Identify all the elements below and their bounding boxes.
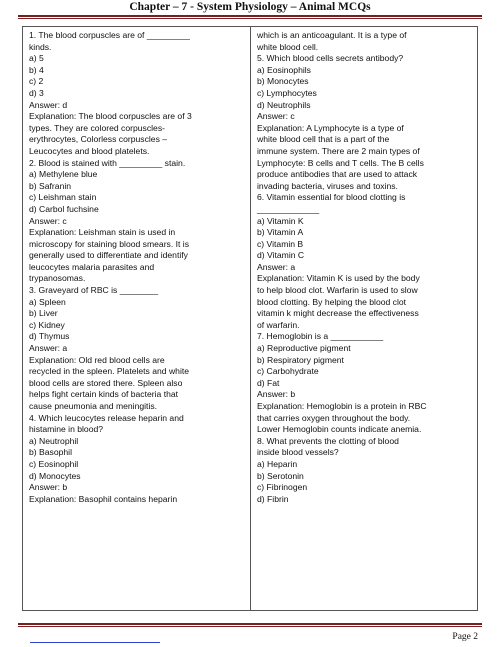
text-line: to help blood clot. Warfarin is used to slow bbox=[257, 285, 418, 296]
text-line: Answer: b bbox=[257, 389, 296, 400]
header-rule bbox=[18, 15, 482, 17]
text-line: d) Vitamin C bbox=[257, 250, 305, 261]
text-line: b) Monocytes bbox=[257, 76, 309, 87]
text-line: c) 2 bbox=[29, 76, 44, 87]
text-line: b) Serotonin bbox=[257, 470, 304, 481]
text-line: Explanation: Hemoglobin is a protein in RBC bbox=[257, 401, 427, 411]
text-line: inside blood vessels? bbox=[257, 447, 339, 458]
mcq-table bbox=[22, 26, 478, 611]
text-line: cause pneumonia and meningitis. bbox=[29, 401, 158, 411]
text-line: Explanation: Basophil contains heparin bbox=[29, 493, 178, 504]
text-line: recycled in the spleen. Platelets and white bbox=[29, 366, 190, 377]
text-line: a) Spleen bbox=[29, 296, 66, 307]
text-line: d) Fibrin bbox=[257, 493, 289, 504]
text-line: which is an anticoagulant. It is a type of bbox=[257, 30, 407, 40]
text-line: 2. Blood is stained with _________ stain. bbox=[29, 157, 186, 168]
text-line: a) Reproductive pigment bbox=[257, 343, 351, 354]
text-line: Explanation: A Lymphocyte is a type of bbox=[257, 122, 404, 133]
text-line: a) Heparin bbox=[257, 458, 298, 469]
text-line: white blood cell. bbox=[257, 41, 319, 52]
text-line: leucocytes malaria parasites and bbox=[29, 261, 155, 272]
text-line: helps fight certain kinds of bacteria that bbox=[29, 389, 179, 400]
text-line: 4. Which leucocytes release heparin and bbox=[29, 412, 184, 423]
text-line: kinds. bbox=[29, 41, 52, 52]
text-line: white blood cell that is a part of the bbox=[257, 134, 390, 145]
text-line: erythrocytes, Colorless corpuscles – bbox=[29, 134, 168, 145]
text-line: c) Kidney bbox=[29, 319, 65, 330]
text-line: that carries oxygen throughout the body. bbox=[257, 412, 411, 423]
text-line: d) Monocytes bbox=[29, 470, 81, 481]
text-line: Lower Hemoglobin counts indicate anemia. bbox=[257, 424, 422, 435]
text-line: 7. Hemoglobin is a ___________ bbox=[257, 331, 384, 342]
text-line: 5. Which blood cells secrets antibody? bbox=[257, 53, 404, 64]
text-line: blood clotting. By helping the blood clot bbox=[257, 296, 407, 307]
text-line: blood cells are stored there. Spleen also bbox=[29, 377, 183, 388]
text-line: of warfarin. bbox=[257, 319, 300, 330]
text-line: d) Carbol fuchsine bbox=[29, 203, 99, 214]
header-rule-thin bbox=[18, 18, 482, 19]
text-line: types. They are colored corpuscles- bbox=[29, 122, 165, 133]
text-line: Explanation: The blood corpuscles are of 3 bbox=[29, 111, 192, 122]
text-line: d) Fat bbox=[257, 377, 280, 388]
page-number: Page 2 bbox=[452, 632, 478, 642]
text-line: Answer: a bbox=[29, 343, 68, 354]
text-line: Answer: d bbox=[29, 99, 68, 110]
text-line: Explanation: Old red blood cells are bbox=[29, 354, 165, 365]
text-line: c) Eosinophil bbox=[29, 458, 79, 469]
text-line: 8. What prevents the clotting of blood bbox=[257, 435, 399, 446]
text-line: 1. The blood corpuscles are of _________ bbox=[29, 30, 190, 40]
text-line: Answer: c bbox=[257, 111, 295, 122]
right-column bbox=[250, 27, 477, 610]
text-line: d) 3 bbox=[29, 87, 44, 98]
text-line: b) Safranin bbox=[29, 180, 72, 191]
text-line: Leucocytes and blood platelets. bbox=[29, 145, 150, 156]
text-line: b) Basophil bbox=[29, 447, 72, 458]
footer-rule bbox=[18, 623, 482, 625]
text-line: d) Thymus bbox=[29, 331, 70, 342]
text-line: 3. Graveyard of RBC is ________ bbox=[29, 285, 158, 296]
text-line: b) Respiratory pigment bbox=[257, 354, 344, 365]
text-line: a) Methylene blue bbox=[29, 169, 98, 180]
text-line: immune system. There are 2 main types of bbox=[257, 145, 420, 156]
text-line: Answer: c bbox=[29, 215, 67, 226]
footer-link-underline bbox=[30, 642, 160, 643]
text-line: generally used to differentiate and identify bbox=[29, 250, 188, 261]
text-line: Lymphocyte: B cells and T cells. The B cells bbox=[257, 157, 424, 168]
text-line: microscopy for staining blood smears. It is bbox=[29, 238, 189, 249]
text-line: a) 5 bbox=[29, 53, 44, 64]
text-line: 6. Vitamin essential for blood clotting is bbox=[257, 192, 406, 203]
text-line: c) Vitamin B bbox=[257, 238, 304, 249]
text-line: Explanation: Leishman stain is used in bbox=[29, 227, 176, 238]
page-title: Chapter – 7 - System Physiology – Animal MCQs bbox=[129, 1, 371, 13]
text-line: a) Vitamin K bbox=[257, 215, 304, 226]
text-line: b) 4 bbox=[29, 64, 44, 75]
text-line: Explanation: Vitamin K is used by the body bbox=[257, 273, 420, 284]
text-line: b) Liver bbox=[29, 308, 58, 319]
text-line: b) Vitamin A bbox=[257, 227, 304, 238]
text-line: produce antibodies that are used to attack bbox=[257, 169, 418, 180]
text-line: _____________ bbox=[257, 203, 320, 214]
text-line: histamine in blood? bbox=[29, 424, 104, 435]
text-line: d) Neutrophils bbox=[257, 99, 311, 110]
text-line: invading bacteria, viruses and toxins. bbox=[257, 180, 398, 191]
footer-rule-thin bbox=[18, 626, 482, 627]
text-line: a) Eosinophils bbox=[257, 64, 311, 75]
text-line: c) Lymphocytes bbox=[257, 87, 317, 98]
text-line: c) Carbohydrate bbox=[257, 366, 319, 377]
text-line: Answer: a bbox=[257, 261, 296, 272]
text-line: trypanosomas. bbox=[29, 273, 86, 284]
text-line: c) Fibrinogen bbox=[257, 482, 308, 493]
text-line: Answer: b bbox=[29, 482, 68, 493]
left-column bbox=[23, 27, 250, 610]
text-line: vitamin k might decrease the effectiveness bbox=[257, 308, 419, 319]
text-line: c) Leishman stain bbox=[29, 192, 97, 203]
text-line: a) Neutrophil bbox=[29, 435, 79, 446]
